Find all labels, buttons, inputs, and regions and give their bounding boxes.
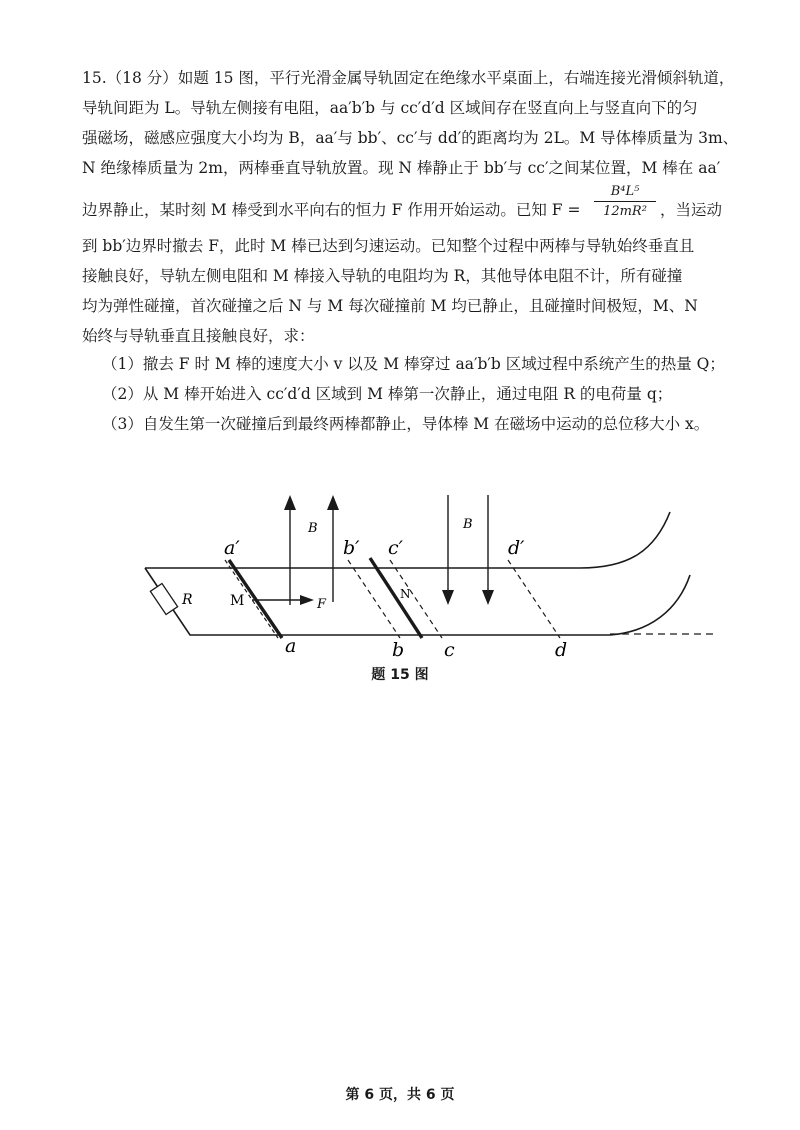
problem-number: 15. bbox=[82, 69, 107, 87]
fraction-bar bbox=[594, 201, 656, 202]
label-d-prime: d′ bbox=[508, 537, 525, 559]
label-b: b bbox=[392, 639, 405, 660]
formula-numerator: B⁴L⁵ bbox=[610, 184, 640, 199]
label-a: a bbox=[285, 635, 297, 657]
problem-text-line-3: 强磁场，磁感应强度大小均为 B，aa′与 bb′、cc′与 dd′的距离均为 2L。M 导体棒质量为 3m、 bbox=[82, 129, 739, 147]
field-up-label: B bbox=[308, 521, 318, 536]
boundary-bb bbox=[348, 560, 400, 638]
label-c: c bbox=[444, 639, 455, 660]
rod-n-label: N bbox=[400, 587, 411, 601]
label-b-prime: b′ bbox=[343, 537, 360, 559]
field-down-arrowhead-1 bbox=[442, 590, 454, 605]
force-label: F bbox=[317, 597, 327, 612]
force-arrowhead bbox=[300, 595, 314, 605]
boundary-dd bbox=[508, 560, 560, 638]
question-3: （3）自发生第一次碰撞后到最终两棒都静止，导体棒 M 在磁场中运动的总位移大小 x。 bbox=[102, 415, 710, 433]
problem-points: （18 分） bbox=[106, 69, 178, 87]
formula-denominator: 12mR² bbox=[603, 204, 647, 219]
problem-line-1 bbox=[82, 66, 734, 88]
problem-text-line-1: 如题 15 图，平行光滑金属导轨固定在绝缘水平桌面上，右端连接光滑倾斜轨道， bbox=[177, 69, 735, 87]
problem-text-line-5: 边界静止，某时刻 M 棒受到水平向右的恒力 F 作用开始运动。已知 F = bbox=[82, 201, 581, 219]
problem-text-line-2: 导轨间距为 L。导轨左侧接有电阻，aa′b′b 与 cc′d′d 区域间存在竖直向上与竖直向下的匀 bbox=[82, 99, 698, 117]
field-down-label: B bbox=[463, 517, 473, 532]
problem-text-line-9: 始终与导轨垂直且接触良好，求： bbox=[82, 327, 315, 345]
field-down-arrowhead-2 bbox=[482, 590, 494, 605]
problem-text-line-6: 到 bb′边界时撤去 F，此时 M 棒已达到匀速运动。已知整个过程中两棒与导轨始终垂直且 bbox=[82, 237, 695, 255]
field-up-arrowhead-1 bbox=[284, 495, 296, 510]
problem-text-line-4: N 绝缘棒质量为 2m，两棒垂直导轨放置。现 N 棒静止于 bb′与 cc′之间某位置，M 棒在 aa′ bbox=[82, 159, 721, 177]
problem-text-line-7: 接触良好，导轨左侧电阻和 M 棒接入导轨的电阻均为 R，其他导体电阻不计，所有碰撞 bbox=[82, 267, 683, 285]
force-formula bbox=[594, 184, 656, 220]
resistor bbox=[150, 583, 177, 614]
label-d: d bbox=[555, 639, 568, 660]
lower-rail bbox=[145, 568, 610, 635]
figure-15 bbox=[130, 480, 720, 660]
resistor-label: R bbox=[182, 592, 193, 608]
incline-track bbox=[610, 575, 690, 635]
problem-text-line-5-tail: ，当运动 bbox=[660, 201, 723, 219]
page-footer: 第 6 页，共 6 页 bbox=[345, 1087, 455, 1103]
question-1: （1）撤去 F 时 M 棒的速度大小 v 以及 M 棒穿过 aa′b′b 区域过程中系统产生的热量 Q； bbox=[102, 355, 725, 373]
problem-text-line-8: 均为弹性碰撞，首次碰撞之后 N 与 M 每次碰撞前 M 均已静止，且碰撞时间极短，M、N bbox=[82, 297, 698, 315]
label-a-prime: a′ bbox=[224, 537, 240, 559]
rod-m-label: M bbox=[230, 593, 245, 609]
figure-caption: 题 15 图 bbox=[371, 667, 429, 683]
question-2: （2）从 M 棒开始进入 cc′d′d 区域到 M 棒第一次静止，通过电阻 R 的电荷量 q； bbox=[102, 385, 673, 403]
field-up-arrowhead-2 bbox=[327, 495, 339, 510]
label-c-prime: c′ bbox=[388, 537, 403, 559]
